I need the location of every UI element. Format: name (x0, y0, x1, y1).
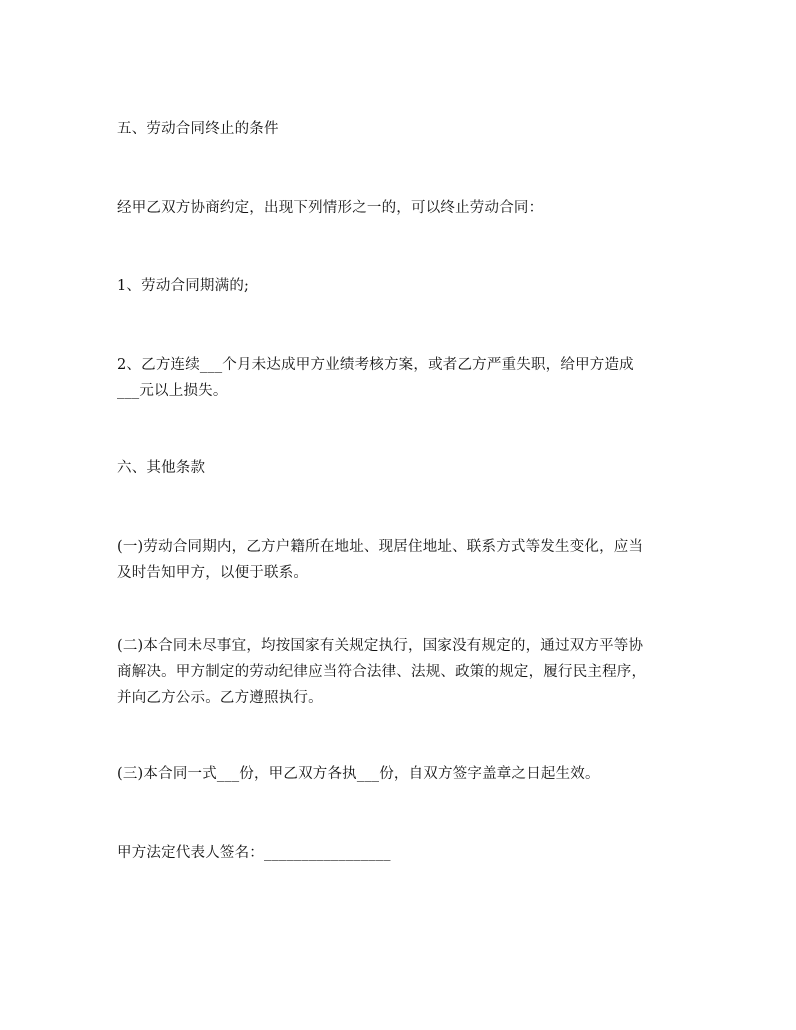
text-line: (三)本合同一式___份，甲乙双方各执___份，自双方签字盖章之日起生效。 (117, 766, 600, 782)
text-line: 六、其他条款 (117, 460, 206, 476)
text-line: (二)本合同未尽事宜，均按国家有关规定执行，国家没有规定的，通过双方平等协 (117, 638, 644, 654)
other-terms-clause-3 (117, 761, 677, 787)
termination-intro-paragraph (117, 195, 677, 221)
other-terms-clause-1 (117, 534, 677, 586)
section-heading-termination (117, 116, 677, 142)
text-line: ___元以上损失。 (117, 383, 228, 399)
text-line: 及时告知甲方，以便于联系。 (117, 565, 309, 581)
signature-line-party-a (117, 840, 677, 866)
text-line: 五、劳动合同终止的条件 (117, 121, 279, 137)
text-line: 甲方法定代表人签名：_________________ (117, 845, 391, 861)
text-line: 并向乙方公示。乙方遵照执行。 (117, 690, 323, 706)
text-line: 2、乙方连续___个月未达成甲方业绩考核方案，或者乙方严重失职，给甲方造成 (117, 357, 634, 373)
section-heading-other-terms (117, 455, 677, 481)
text-line: 商解决。甲方制定的劳动纪律应当符合法律、法规、政策的规定，履行民主程序， (117, 664, 647, 680)
text-line: (一)劳动合同期内，乙方户籍所在地址、现居住地址、联系方式等发生变化，应当 (117, 539, 644, 555)
text-line: 经甲乙双方协商约定，出现下列情形之一的，可以终止劳动合同： (117, 200, 544, 216)
termination-item-1 (117, 273, 677, 299)
other-terms-clause-2 (117, 633, 677, 711)
text-line: 1、劳动合同期满的; (117, 278, 250, 294)
termination-item-2 (117, 352, 677, 404)
